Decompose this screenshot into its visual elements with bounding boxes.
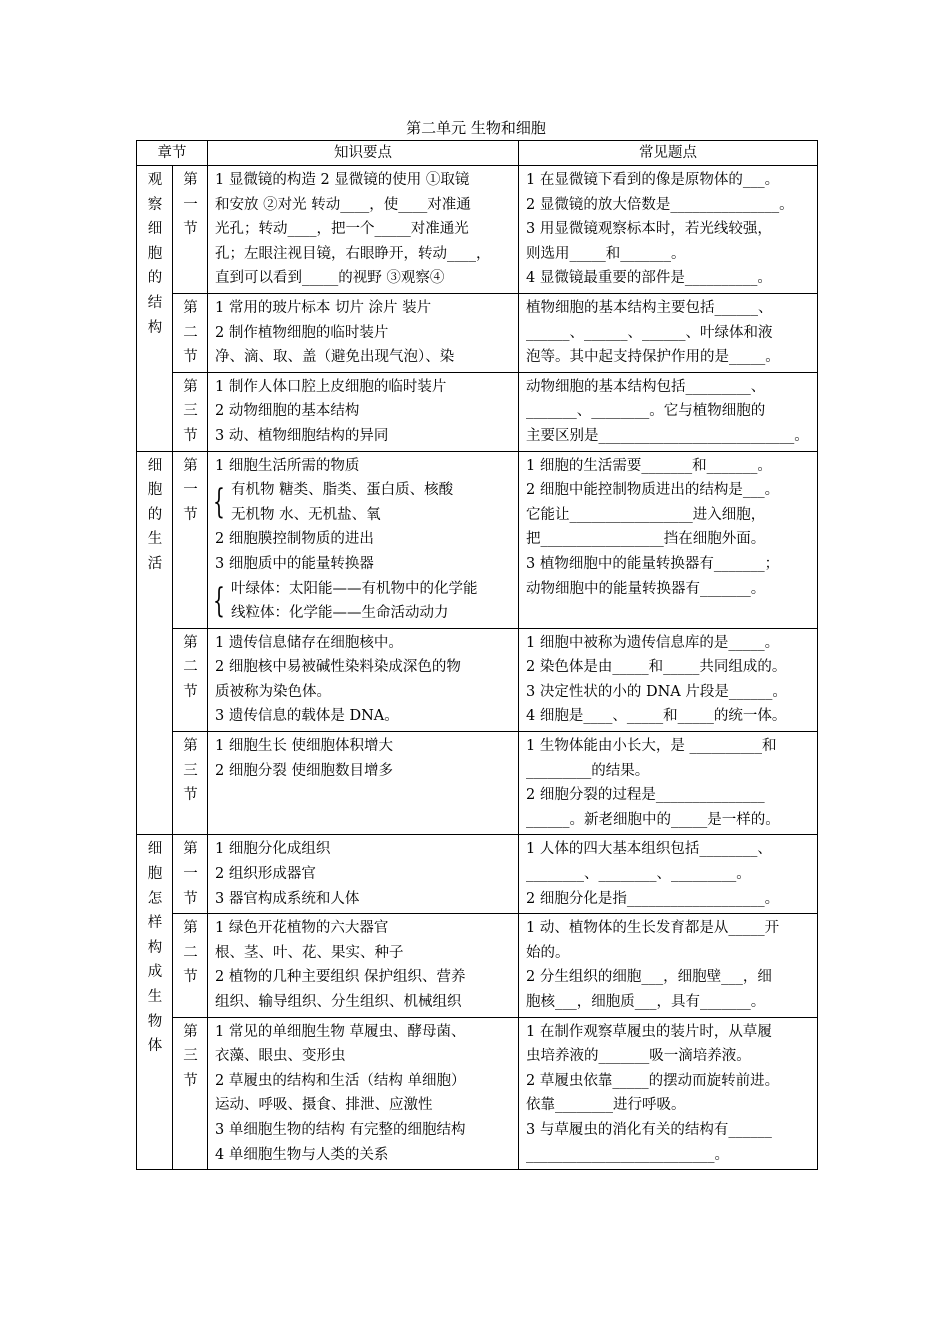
question-line: ______、______、______、叶绿体和液 <box>526 324 773 341</box>
knowledge-line: 3 动、植物细胞结构的异同 <box>215 427 389 444</box>
table-row <box>137 732 818 835</box>
knowledge-line: 2 细胞分裂 使细胞数目增多 <box>215 762 393 779</box>
section-cell <box>173 1017 208 1170</box>
knowledge-cell <box>208 914 519 1017</box>
knowledge-cell <box>208 1017 519 1170</box>
section-name: 第一节 <box>183 172 198 238</box>
question-line: 则选用_____和_______。 <box>526 245 686 262</box>
knowledge-cell <box>208 293 519 372</box>
knowledge-line: 2 细胞膜控制物质的进出 <box>215 531 374 548</box>
table-row <box>137 372 818 451</box>
knowledge-line: 无机物 水、无机盐、氧 <box>231 506 381 523</box>
question-line: 2 染色体是由_____和_____共同组成的。 <box>526 659 787 676</box>
section-name: 第三节 <box>183 378 198 444</box>
knowledge-line: 直到可以看到_____的视野 ③观察④ <box>215 270 445 287</box>
section-cell <box>173 451 208 628</box>
question-line: 虫培养液的_______吸一滴培养液。 <box>526 1048 751 1065</box>
question-line: 3 用显微镜观察标本时，若光线较强， <box>526 221 772 238</box>
table-row <box>137 293 818 372</box>
question-line: 胞核___，细胞质___，具有_______。 <box>526 994 766 1010</box>
knowledge-line: 2 植物的几种主要组织 保护组织、营养 <box>215 969 466 986</box>
knowledge-line: 孔；左眼注视目镜，右眼睁开，转动____， <box>215 245 491 262</box>
question-cell <box>519 628 818 731</box>
table-row <box>137 1017 818 1170</box>
section-cell <box>173 166 208 294</box>
knowledge-line: 1 细胞分化成组织 <box>215 841 331 858</box>
question-cell <box>519 451 818 628</box>
chapter-name: 细胞的生活 <box>147 457 163 572</box>
chapter-cell <box>137 451 173 835</box>
header-questions: 常见题点 <box>519 141 818 166</box>
section-cell <box>173 293 208 372</box>
section-name: 第一节 <box>183 841 198 907</box>
organic-inorganic-group <box>215 478 512 527</box>
knowledge-line: 3 器官构成系统和人体 <box>215 890 360 907</box>
question-line: 4 细胞是____、_____和_____的统一体。 <box>526 708 787 725</box>
knowledge-cell <box>208 372 519 451</box>
knowledge-line: 1 绿色开花植物的六大器官 <box>215 920 389 937</box>
table-row <box>137 835 818 914</box>
question-line: __________________________。 <box>526 1146 729 1163</box>
question-line: 1 动、植物体的生长发育都是从_____开 <box>526 920 780 937</box>
knowledge-line: 有机物 糖类、脂类、蛋白质、核酸 <box>231 482 454 499</box>
knowledge-line: 1 制作人体口腔上皮细胞的临时装片 <box>215 378 447 395</box>
question-cell <box>519 914 818 1017</box>
knowledge-cell <box>208 835 519 914</box>
section-cell <box>173 628 208 731</box>
knowledge-line: 2 草履虫的结构和生活（结构 单细胞） <box>215 1072 466 1089</box>
energy-converter-group <box>215 577 512 626</box>
question-line: 2 分生组织的细胞___，细胞壁___，细 <box>526 969 772 986</box>
question-line: 2 显微镜的放大倍数是_______________。 <box>526 196 794 213</box>
table-header-row <box>137 141 818 166</box>
knowledge-line: 光孔；转动____，把一个_____对准通光 <box>215 221 469 238</box>
knowledge-line: 1 细胞生活所需的物质 <box>215 457 360 474</box>
knowledge-line: 叶绿体：太阳能——有机物中的化学能 <box>231 580 478 597</box>
question-line: 1 人体的四大基本组织包括________、 <box>526 841 772 858</box>
section-cell <box>173 372 208 451</box>
knowledge-line: 衣藻、眼虫、变形虫 <box>215 1048 346 1065</box>
knowledge-line: 1 遗传信息储存在细胞核中。 <box>215 634 403 651</box>
question-line: _______、________。它与植物细胞的 <box>526 403 766 420</box>
knowledge-cell <box>208 628 519 731</box>
knowledge-line: 线粒体：化学能——生命活动动力 <box>231 605 449 622</box>
knowledge-cell <box>208 451 519 628</box>
knowledge-line: 运动、呼吸、摄食、排泄、应激性 <box>215 1097 433 1114</box>
question-line: 1 在制作观察草履虫的装片时，从草履 <box>526 1023 772 1040</box>
question-cell <box>519 1017 818 1170</box>
knowledge-line: 1 常见的单细胞生物 草履虫、酵母菌、 <box>215 1023 466 1040</box>
question-line: 始的。 <box>526 944 570 961</box>
question-line: 2 草履虫依靠_____的摆动而旋转前进。 <box>526 1072 780 1089</box>
knowledge-line: 1 细胞生长 使细胞体积增大 <box>215 738 393 755</box>
brace-icon: { <box>213 482 225 523</box>
question-line: 2 细胞分化是指___________________。 <box>526 890 780 907</box>
question-line: 主要区别是___________________________。 <box>526 427 809 444</box>
question-line: 它能让_________________进入细胞， <box>526 506 766 523</box>
knowledge-line: 1 显微镜的构造 2 显微镜的使用 ①取镜 <box>215 172 470 188</box>
table-row <box>137 628 818 731</box>
knowledge-line: 根、茎、叶、花、果实、种子 <box>215 944 404 961</box>
chapter-cell <box>137 166 173 452</box>
question-line: 3 与草履虫的消化有关的结构有______ <box>526 1121 772 1138</box>
section-name: 第一节 <box>183 457 198 523</box>
question-line: 动物细胞中的能量转换器有_______。 <box>526 580 766 597</box>
question-line: _________的结果。 <box>526 762 650 779</box>
section-name: 第三节 <box>183 738 198 804</box>
question-line: ________、________、_________。 <box>526 866 751 883</box>
question-line: 3 决定性状的小的 DNA 片段是______。 <box>526 683 787 700</box>
chapter-name: 细胞怎样构成生物体 <box>147 841 163 1055</box>
header-chapter: 章节 <box>137 141 208 166</box>
question-line: 植物细胞的基本结构主要包括______、 <box>526 299 773 316</box>
knowledge-line: 2 动物细胞的基本结构 <box>215 403 360 420</box>
question-line: 3 植物细胞中的能量转换器有_______； <box>526 555 780 572</box>
section-name: 第二节 <box>183 299 198 366</box>
chapter-name: 观察细胞的结构 <box>147 172 163 336</box>
question-line: 动物细胞的基本结构包括_________、 <box>526 378 766 395</box>
section-name: 第三节 <box>183 1023 198 1089</box>
question-cell <box>519 835 818 914</box>
section-name: 第二节 <box>183 920 198 986</box>
question-line: 1 生物体能由小长大，是 __________和 <box>526 738 777 755</box>
question-line: 泡等。其中起支持保护作用的是_____。 <box>526 349 780 366</box>
page-title: 第二单元 生物和细胞 <box>406 119 546 137</box>
question-cell <box>519 166 818 294</box>
question-line: 1 细胞的生活需要_______和_______。 <box>526 457 772 474</box>
question-line: 1 在显微镜下看到的像是原物体的___。 <box>526 172 780 188</box>
table-row <box>137 914 818 1017</box>
knowledge-table <box>136 140 818 1170</box>
knowledge-line: 4 单细胞生物与人类的关系 <box>215 1146 389 1163</box>
knowledge-line: 3 遗传信息的载体是 DNA。 <box>215 708 399 725</box>
knowledge-line: 1 常用的玻片标本 切片 涂片 装片 <box>215 299 432 316</box>
knowledge-line: 2 细胞核中易被碱性染料染成深色的物 <box>215 659 461 676</box>
section-cell <box>173 914 208 1017</box>
knowledge-line: 2 制作植物细胞的临时装片 <box>215 324 389 341</box>
question-line: ______。新老细胞中的_____是一样的。 <box>526 811 780 828</box>
table-row <box>137 166 818 294</box>
table-row <box>137 451 818 628</box>
knowledge-line: 组织、输导组织、分生组织、机械组织 <box>215 994 462 1010</box>
question-cell <box>519 293 818 372</box>
section-name: 第二节 <box>183 634 198 700</box>
knowledge-line: 2 组织形成器官 <box>215 866 316 883</box>
brace-icon: { <box>213 580 225 621</box>
question-cell <box>519 732 818 835</box>
question-cell <box>519 372 818 451</box>
knowledge-line: 和安放 ②对光 转动____，使____对准通 <box>215 196 471 213</box>
knowledge-line: 3 单细胞生物的结构 有完整的细胞结构 <box>215 1121 466 1138</box>
header-points: 知识要点 <box>208 141 519 166</box>
question-line: 2 细胞分裂的过程是_______________ <box>526 787 765 804</box>
question-line: 2 细胞中能控制物质进出的结构是___。 <box>526 482 780 499</box>
section-cell <box>173 835 208 914</box>
section-cell <box>173 732 208 835</box>
knowledge-line: 质被称为染色体。 <box>215 683 331 700</box>
question-line: 依靠________进行呼吸。 <box>526 1097 686 1114</box>
knowledge-line: 3 细胞质中的能量转换器 <box>215 555 374 572</box>
knowledge-cell <box>208 166 519 294</box>
knowledge-cell <box>208 732 519 835</box>
question-line: 4 显微镜最重要的部件是__________。 <box>526 270 772 287</box>
knowledge-line: 净、滴、取、盖（避免出现气泡）、染 <box>215 349 455 366</box>
chapter-cell <box>137 835 173 1170</box>
question-line: 1 细胞中被称为遗传信息库的是_____。 <box>526 634 780 651</box>
question-line: 把_________________挡在细胞外面。 <box>526 531 766 548</box>
